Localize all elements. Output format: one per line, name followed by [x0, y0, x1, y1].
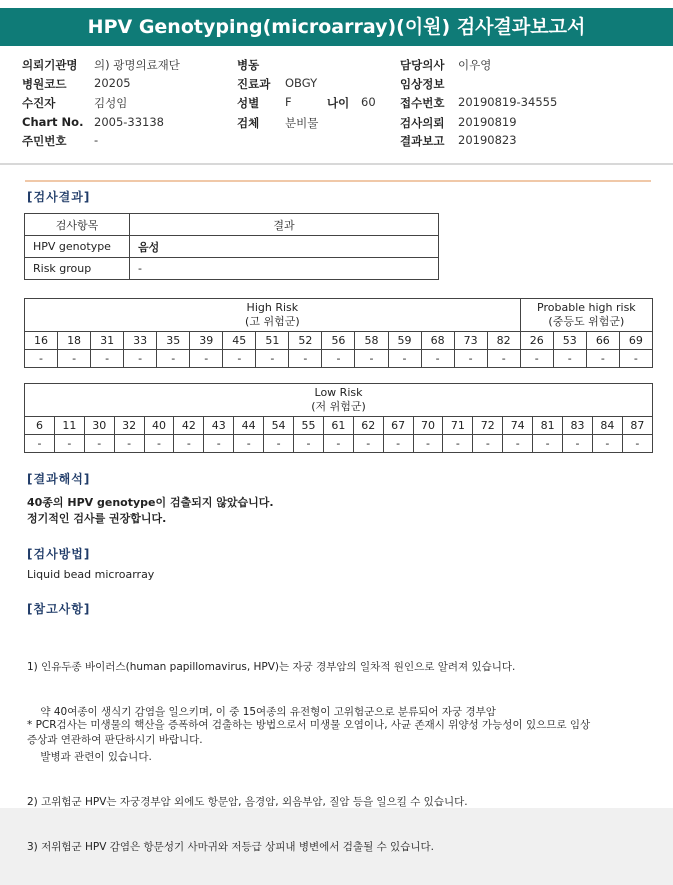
- genotype-label: 16: [25, 332, 58, 350]
- genotype-label: 68: [421, 332, 454, 350]
- genotype-label: 71: [443, 417, 473, 435]
- section-title-reference: [참고사항]: [27, 602, 91, 616]
- genotype-result: -: [114, 435, 144, 453]
- genotype-result: -: [563, 435, 593, 453]
- genotype-result: -: [256, 350, 289, 368]
- genotype-result: -: [533, 435, 563, 453]
- high-risk-sub: (고 위험군): [245, 315, 300, 328]
- genotype-result: -: [592, 435, 622, 453]
- section-title-result: [검사결과]: [27, 190, 91, 204]
- header-label: 진료과: [237, 77, 271, 91]
- genotype-result: -: [454, 350, 487, 368]
- genotype-label: 59: [388, 332, 421, 350]
- genotype-label: 42: [174, 417, 204, 435]
- header-label: 검체: [237, 116, 260, 130]
- genotype-label: 33: [124, 332, 157, 350]
- genotype-result: -: [443, 435, 473, 453]
- header-value: 분비물: [285, 116, 319, 130]
- header-label: 병원코드: [22, 77, 67, 91]
- header-label: 병동: [237, 58, 260, 72]
- genotype-result: -: [487, 350, 520, 368]
- genotype-result: -: [294, 435, 324, 453]
- method-text: Liquid bead microarray: [27, 568, 155, 581]
- section-title-method: [검사방법]: [27, 547, 91, 561]
- genotype-label: 61: [323, 417, 353, 435]
- header-label: 결과보고: [400, 134, 445, 148]
- low-risk-label: Low Risk: [314, 386, 363, 399]
- genotype-result: -: [353, 435, 383, 453]
- genotype-result: -: [322, 350, 355, 368]
- genotype-label: 84: [592, 417, 622, 435]
- high-risk-label: High Risk: [246, 301, 299, 314]
- genotype-result: -: [25, 435, 55, 453]
- genotype-result: -: [473, 435, 503, 453]
- result-header-item: 검사항목: [25, 214, 130, 236]
- genotype-label: 72: [473, 417, 503, 435]
- genotype-label: 45: [223, 332, 256, 350]
- genotype-label: 32: [114, 417, 144, 435]
- genotype-label: 82: [487, 332, 520, 350]
- reference-notes: [27, 630, 515, 885]
- genotype-result: -: [586, 350, 619, 368]
- genotype-label: 51: [256, 332, 289, 350]
- interpretation-text: [27, 495, 274, 527]
- header-value: F: [285, 95, 292, 109]
- genotype-label: 83: [563, 417, 593, 435]
- probable-risk-header: [520, 299, 652, 332]
- genotype-result: -: [264, 435, 294, 453]
- header-value: -: [94, 133, 99, 147]
- probable-risk-label: Probable high risk: [537, 301, 636, 314]
- low-risk-table: [24, 383, 653, 453]
- genotype-result: -: [355, 350, 388, 368]
- header-label: 의뢰기관명: [22, 58, 78, 72]
- probable-risk-sub: (중등도 위험군): [548, 315, 625, 328]
- genotype-label: 53: [553, 332, 586, 350]
- genotype-result: -: [144, 435, 174, 453]
- genotype-result: -: [413, 435, 443, 453]
- header-label: 성별: [237, 96, 260, 110]
- divider: [0, 163, 673, 165]
- header-label: 접수번호: [400, 96, 445, 110]
- genotype-result: -: [124, 350, 157, 368]
- footnote-line: * PCR검사는 미생물의 핵산을 증폭하여 검출하는 방법으로서 미생물 오염이나, 사균 존재시 위양성 가능성이 있으므로 임상: [27, 719, 591, 731]
- genotype-label: 18: [58, 332, 91, 350]
- genotype-result: -: [157, 350, 190, 368]
- genotype-label: 39: [190, 332, 223, 350]
- footnote-line: 증상과 연관하여 판단하시기 바랍니다.: [27, 734, 203, 746]
- header-value: OBGY: [285, 76, 318, 90]
- high-risk-table: [24, 298, 653, 368]
- reference-line: 1) 인유두종 바이러스(human papillomavirus, HPV)는 자궁 경부암의 일차적 원인으로 알려져 있습니다.: [27, 661, 516, 673]
- genotype-label: 55: [294, 417, 324, 435]
- result-row-item: Risk group: [25, 258, 130, 280]
- genotype-label: 81: [533, 417, 563, 435]
- genotype-label: 69: [619, 332, 652, 350]
- interpretation-line: 40종의 HPV genotype이 검출되지 않았습니다.: [27, 496, 274, 509]
- genotype-label: 30: [84, 417, 114, 435]
- genotype-label: 11: [54, 417, 84, 435]
- low-risk-header: [25, 384, 653, 417]
- genotype-result: -: [383, 435, 413, 453]
- genotype-result: -: [234, 435, 264, 453]
- header-label: 주민번호: [22, 134, 67, 148]
- genotype-result: -: [25, 350, 58, 368]
- genotype-label: 58: [355, 332, 388, 350]
- genotype-result: -: [58, 350, 91, 368]
- header-value: 이우영: [458, 58, 492, 72]
- age-value: 60: [361, 95, 376, 109]
- genotype-label: 44: [234, 417, 264, 435]
- genotype-label: 40: [144, 417, 174, 435]
- genotype-label: 6: [25, 417, 55, 435]
- genotype-label: 26: [520, 332, 553, 350]
- genotype-result: -: [619, 350, 652, 368]
- genotype-label: 70: [413, 417, 443, 435]
- reference-line: 2) 고위험군 HPV는 자궁경부암 외에도 항문암, 음경암, 외음부암, 질암 등을 일으킬 수 있습니다.: [27, 796, 468, 808]
- genotype-label: 67: [383, 417, 413, 435]
- genotype-result: -: [520, 350, 553, 368]
- low-risk-sub: (저 위험군): [311, 400, 366, 413]
- header-label: 담당의사: [400, 58, 445, 72]
- genotype-label: 31: [91, 332, 124, 350]
- result-row-value: 음성: [130, 236, 439, 258]
- result-row-value: -: [130, 258, 439, 280]
- reference-line: 발병과 관련이 있습니다.: [27, 751, 152, 763]
- genotype-result: -: [622, 435, 652, 453]
- header-value: 20190819-34555: [458, 95, 558, 109]
- genotype-label: 66: [586, 332, 619, 350]
- high-risk-header: [25, 299, 521, 332]
- genotype-label: 56: [322, 332, 355, 350]
- genotype-result: -: [388, 350, 421, 368]
- genotype-result: -: [223, 350, 256, 368]
- age-label: 나이: [327, 96, 350, 110]
- result-row-item: HPV genotype: [25, 236, 130, 258]
- genotype-label: 52: [289, 332, 322, 350]
- genotype-label: 87: [622, 417, 652, 435]
- genotype-label: 43: [204, 417, 234, 435]
- header-value: 의) 광명의료재단: [94, 58, 180, 72]
- genotype-result: -: [503, 435, 533, 453]
- header-label: 검사의뢰: [400, 116, 445, 130]
- genotype-result: -: [421, 350, 454, 368]
- header-label: Chart No.: [22, 115, 84, 129]
- report-title: HPV Genotyping(microarray)(이원) 검사결과보고서: [0, 8, 673, 46]
- header-value: 20190819: [458, 115, 517, 129]
- reference-line: 3) 저위험군 HPV 감염은 항문성기 사마귀와 저등급 상피내 병변에서 검출될 수 있습니다.: [27, 841, 434, 853]
- genotype-result: -: [204, 435, 234, 453]
- genotype-result: -: [174, 435, 204, 453]
- genotype-result: -: [54, 435, 84, 453]
- genotype-result: -: [91, 350, 124, 368]
- header-value: 20190823: [458, 133, 517, 147]
- result-table: [24, 213, 439, 280]
- header-label: 수진자: [22, 96, 56, 110]
- reference-line: 약 40여종이 생식기 감염을 일으키며, 이 중 15여종의 유전형이 고위험군으로 분류되어 자궁 경부암: [27, 706, 496, 718]
- header-value: 20205: [94, 76, 131, 90]
- header-value: 2005-33138: [94, 115, 164, 129]
- result-header-value: 결과: [130, 214, 439, 236]
- divider: [25, 180, 651, 182]
- genotype-label: 74: [503, 417, 533, 435]
- genotype-label: 54: [264, 417, 294, 435]
- genotype-result: -: [323, 435, 353, 453]
- interpretation-line: 정기적인 검사를 권장합니다.: [27, 512, 167, 525]
- genotype-result: -: [190, 350, 223, 368]
- genotype-label: 35: [157, 332, 190, 350]
- header-label: 임상정보: [400, 77, 445, 91]
- genotype-result: -: [84, 435, 114, 453]
- section-title-interpretation: [결과해석]: [27, 472, 91, 486]
- genotype-label: 62: [353, 417, 383, 435]
- genotype-result: -: [289, 350, 322, 368]
- footnote: [27, 718, 647, 748]
- header-value: 김성임: [94, 96, 128, 110]
- genotype-result: -: [553, 350, 586, 368]
- genotype-label: 73: [454, 332, 487, 350]
